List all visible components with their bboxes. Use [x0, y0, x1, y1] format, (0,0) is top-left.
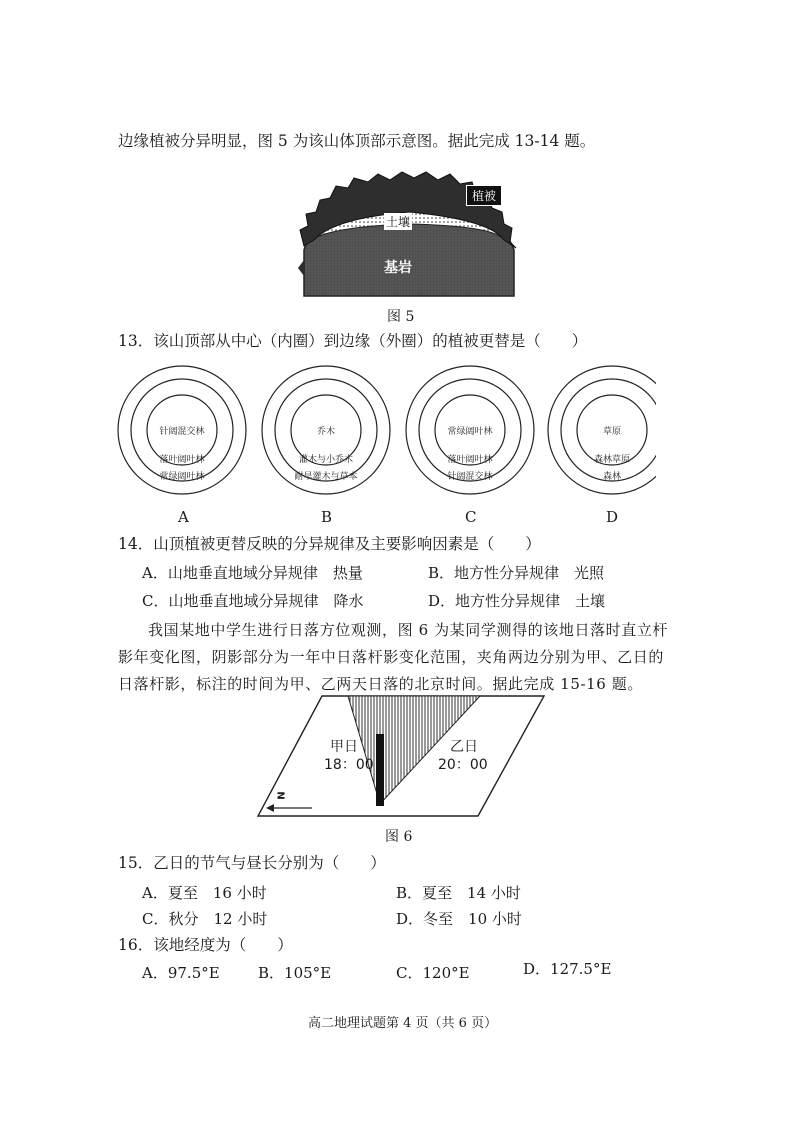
label-bedrock: 基岩 [384, 260, 412, 276]
shadow-diagram [256, 694, 546, 820]
vegetation-fragment [298, 260, 304, 276]
label-soil: 土壤 [386, 215, 411, 229]
q14-option-c: C．山地垂直地域分异规律 降水 [142, 592, 364, 610]
figure-6 [256, 694, 546, 820]
passage-line-2: 影年变化图，阴影部分为一年中日落杆影变化范围，夹角两边分别为甲、乙日的 [118, 648, 665, 666]
north-label: N [276, 791, 288, 800]
ring-letter-c: C [465, 508, 477, 526]
q16-stem: 16．该地经度为（ ） [118, 936, 293, 954]
ring-letter-a: A [178, 508, 189, 526]
ring-b-outer: 耐旱灌木与草本 [294, 472, 358, 482]
q15-option-b: B．夏至 14 小时 [396, 884, 521, 902]
q16-option-b: B．105°E [258, 964, 332, 982]
ring-a-middle: 落叶阔叶林 [159, 455, 205, 465]
q15-stem: 15．乙日的节气与昼长分别为（ ） [118, 854, 386, 872]
ring-letter-d: D [606, 508, 619, 526]
passage-line-1: 我国某地中学生进行日落方位观测，图 6 为某同学测得的该地日落时直立杆 [148, 621, 669, 639]
page-footer: 高二地理试题第 4 页（共 6 页） [308, 1016, 498, 1031]
ring-a-outer: 常绿阔叶林 [159, 472, 205, 482]
day-b-time: 20：00 [438, 757, 488, 773]
q14-option-a: A．山地垂直地域分异规律 热量 [142, 564, 363, 582]
q14-stem: 14．山顶植被更替反映的分异规律及主要影响因素是（ ） [118, 535, 541, 553]
intro-line: 边缘植被分异明显，图 5 为该山体顶部示意图。据此完成 13-14 题。 [118, 132, 596, 150]
q13-stem: 13．该山顶部从中心（内圈）到边缘（外圈）的植被更替是（ ） [118, 332, 588, 350]
ring-c-outer: 针阔混交林 [447, 472, 493, 482]
pole [376, 734, 384, 806]
day-a-label: 甲日 [330, 739, 358, 755]
ring-diagram-b [262, 366, 390, 494]
ring-d-middle: 森林草原 [593, 455, 631, 465]
ring-b-middle: 灌木与小乔木 [298, 455, 354, 465]
ring-letter-b: B [321, 508, 333, 526]
label-vegetation: 植被 [466, 185, 502, 206]
q14-option-b: B．地方性分异规律 光照 [428, 564, 605, 582]
ring-d-outer: 森林 [602, 472, 622, 482]
q16-option-d: D．127.5°E [523, 960, 612, 978]
figure-6-caption: 图 6 [385, 829, 413, 845]
ring-c-inner: 常绿阔叶林 [447, 427, 493, 437]
figure-5 [290, 168, 530, 300]
ring-d-inner: 草原 [602, 427, 622, 437]
q16-option-c: C．120°E [396, 964, 470, 982]
ring-diagram-a [118, 366, 246, 494]
day-b-label: 乙日 [450, 739, 478, 755]
ring-diagram-d [548, 366, 656, 494]
q14-option-d: D．地方性分异规律 土壤 [428, 592, 606, 610]
q16-option-a: A．97.5°E [142, 964, 220, 982]
ring-b-inner: 乔木 [316, 427, 336, 437]
q15-option-a: A．夏至 16 小时 [142, 884, 267, 902]
ring-c-middle: 落叶阔叶林 [447, 455, 493, 465]
ring-diagram-c [406, 366, 534, 494]
q13-ring-diagrams [116, 360, 656, 530]
day-a-time: 18：00 [324, 757, 374, 773]
ring-a-inner: 针阔混交林 [159, 427, 205, 437]
passage-line-3: 日落杆影，标注的时间为甲、乙两天日落的北京时间。据此完成 15-16 题。 [118, 675, 643, 693]
q15-option-d: D．冬至 10 小时 [396, 910, 522, 928]
figure-5-caption: 图 5 [387, 309, 415, 325]
q15-option-c: C．秋分 12 小时 [142, 910, 268, 928]
ring-diagrams-svg [116, 360, 656, 500]
